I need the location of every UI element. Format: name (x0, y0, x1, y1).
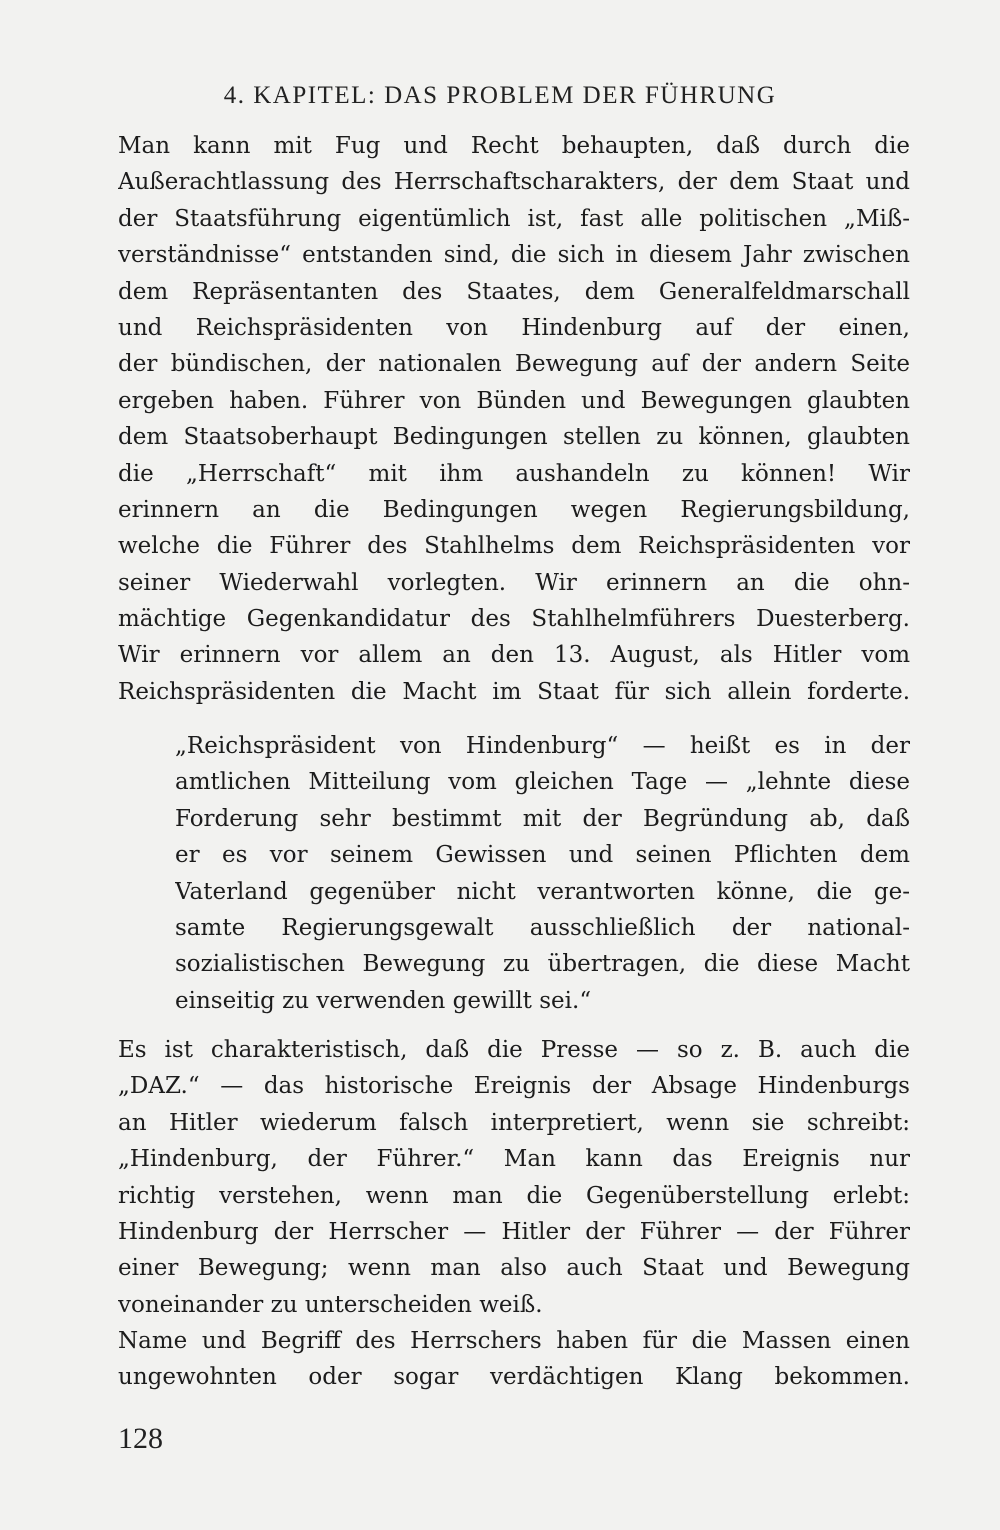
text-line: Wir erinnern vor allem an den 13. August, als Hitler vom (118, 642, 910, 669)
text-line: „DAZ.“ — das historische Ereignis der Absage Hindenburgs (118, 1073, 910, 1100)
text-line: Name und Begriff des Herrschers haben für die Massen einen (118, 1328, 910, 1354)
text-line: dem Repräsentanten des Staates, dem Generalfeldmarschall (118, 278, 910, 305)
text-line: „Reichspräsident von Hindenburg“ — heißt es in der (175, 733, 910, 759)
text-line: verständnisse“ entstanden sind, die sich in diesem Jahr zwischen (118, 242, 910, 269)
text-line: an Hitler wiederum falsch interpretiert, wenn sie schreibt: (118, 1109, 910, 1136)
running-header: 4. KAPITEL: DAS PROBLEM DER FÜHRUNG (223, 82, 777, 109)
text-line: einer Bewegung; wenn man also auch Staat und Bewegung (118, 1255, 910, 1282)
text-line: Forderung sehr bestimmt mit der Begründung ab, daß (175, 805, 910, 832)
text-line: Reichspräsidenten die Macht im Staat für sich allein forderte. (118, 678, 910, 705)
text-line: seiner Wiederwahl vorlegten. Wir erinnern an die ohn- (118, 569, 910, 596)
text-line: voneinander zu unterscheiden weiß. (118, 1291, 543, 1318)
text-line: er es vor seinem Gewissen und seinen Pflichten dem (175, 842, 910, 869)
page-number: 128 (118, 1422, 163, 1455)
text-line: „Hindenburg, der Führer.“ Man kann das Ereignis nur (118, 1146, 910, 1173)
text-line: welche die Führer des Stahlhelms dem Reichspräsidenten vor (118, 533, 910, 560)
text-line: ergeben haben. Führer von Bünden und Bewegungen glaubten (118, 387, 910, 414)
text-line: die „Herrschaft“ mit ihm aushandeln zu können! Wir (118, 460, 910, 487)
text-line: der Staatsführung eigentümlich ist, fast alle politischen „Miß- (118, 205, 910, 232)
quotation-paragraph (175, 728, 910, 1019)
text-line: Vaterland gegenüber nicht verantworten könne, die ge- (175, 878, 910, 905)
text-line: richtig verstehen, wenn man die Gegenüberstellung erlebt: (118, 1182, 910, 1209)
paragraph-1 (118, 128, 910, 710)
text-line: sozialistischen Bewegung zu übertragen, die diese Macht (175, 951, 910, 978)
paragraph-3 (118, 1032, 910, 1323)
text-line: einseitig zu verwenden gewillt sei.“ (175, 987, 592, 1014)
text-line: mächtige Gegenkandidatur des Stahlhelmführers Duesterberg. (118, 606, 910, 633)
text-line: ungewohnten oder sogar verdächtigen Klang bekommen. (118, 1364, 910, 1391)
text-line: Es ist charakteristisch, daß die Presse — so z. B. auch die (118, 1037, 910, 1063)
text-line: Hindenburg der Herrscher — Hitler der Führer — der Führer (118, 1218, 910, 1245)
text-line: samte Regierungsgewalt ausschließlich der national- (175, 914, 910, 941)
text-line: Außerachtlassung des Herrschaftscharakters, der dem Staat und (118, 169, 910, 196)
paragraph-4 (118, 1323, 910, 1396)
text-line: Man kann mit Fug und Recht behaupten, daß durch die (118, 133, 910, 159)
text-line: erinnern an die Bedingungen wegen Regierungsbildung, (118, 496, 910, 523)
text-line: und Reichspräsidenten von Hindenburg auf der einen, (118, 314, 910, 341)
text-line: amtlichen Mitteilung vom gleichen Tage — „lehnte diese (175, 769, 910, 796)
text-line: dem Staatsoberhaupt Bedingungen stellen zu können, glaubten (118, 424, 910, 451)
text-line: der bündischen, der nationalen Bewegung auf der andern Seite (118, 351, 910, 378)
